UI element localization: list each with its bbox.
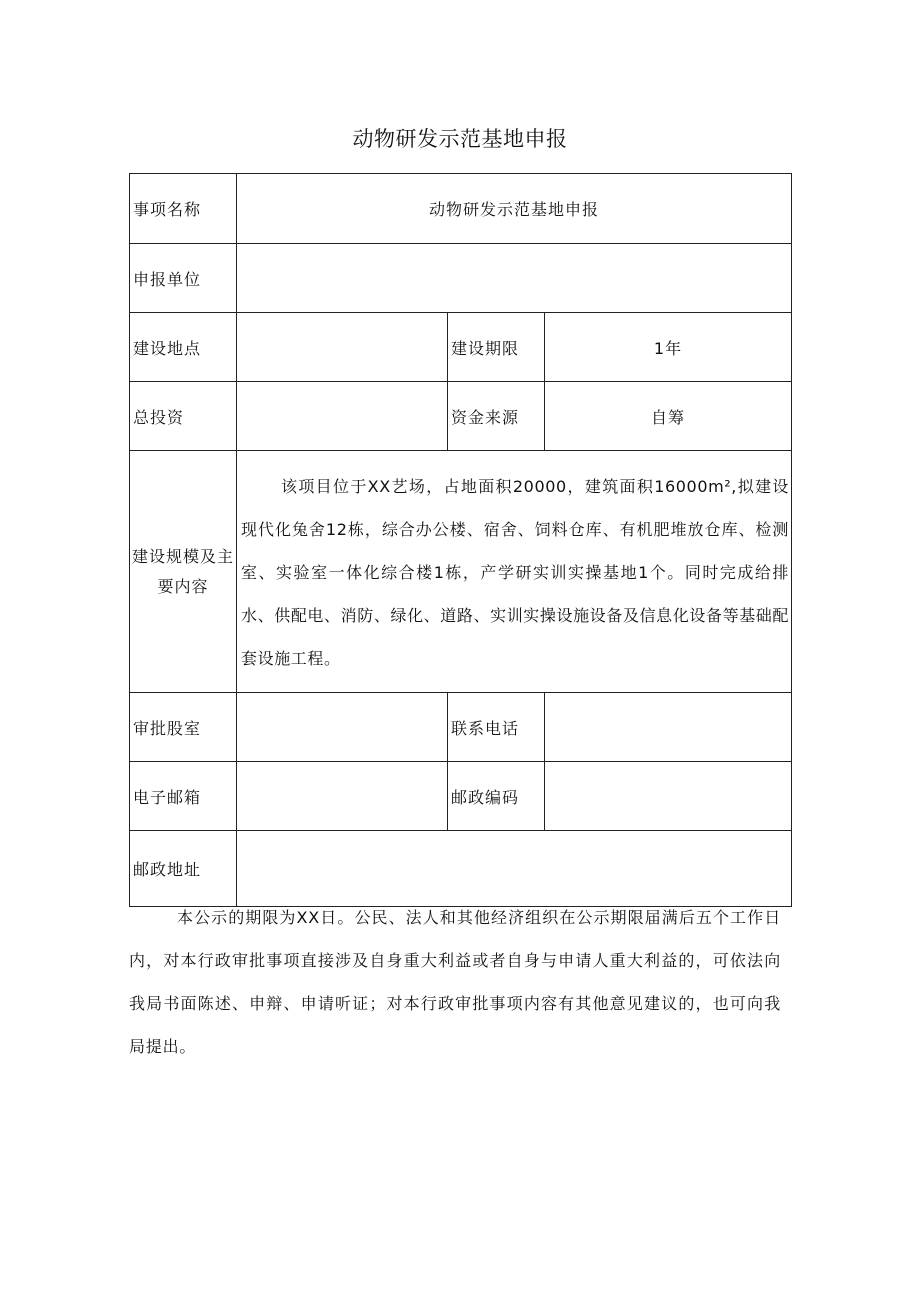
- postcode-label: 邮政编码: [448, 762, 545, 831]
- scale-content-text: 该项目位于XX艺场，占地面积20000，建筑面积16000m²,拟建设现代化兔舍12栋，综合办公楼、宿舍、饲料仓库、有机肥堆放仓库、检测室、实验室一体化综合楼1栋，产学研实训实操基地1个。同时完成给排水、供配电、消防、绿化、道路、实训实操设施设备及信息化设备等基础配套设施工程。: [241, 477, 790, 668]
- table-row: [130, 762, 792, 831]
- application-form-table: [129, 173, 792, 907]
- location-value: [237, 313, 448, 382]
- table-row: [130, 313, 792, 382]
- phone-label: 联系电话: [448, 693, 545, 762]
- item-name-value: 动物研发示范基地申报: [237, 174, 792, 244]
- notice-paragraph: 本公示的期限为XX日。公民、法人和其他经济组织在公示期限届满后五个工作日内，对本行政审批事项直接涉及自身重大利益或者自身与申请人重大利益的，可依法向我局书面陈述、申辩、申请听证；对本行政审批事项内容有其他意见建议的，也可向我局提出。: [129, 908, 781, 1056]
- postcode-value: [545, 762, 792, 831]
- page-title: 动物研发示范基地申报: [352, 127, 568, 151]
- email-label: 电子邮箱: [130, 762, 237, 831]
- approval-office-label: 审批股室: [130, 693, 237, 762]
- applicant-label: 申报单位: [130, 244, 237, 313]
- table-row: [130, 244, 792, 313]
- table-row: [130, 451, 792, 693]
- item-name-label: 事项名称: [130, 174, 237, 244]
- period-value: 1年: [545, 313, 792, 382]
- investment-label: 总投资: [130, 382, 237, 451]
- scale-label: 建设规模及主要内容: [130, 451, 237, 693]
- period-label: 建设期限: [448, 313, 545, 382]
- table-row: [130, 382, 792, 451]
- email-value: [237, 762, 448, 831]
- scale-content: [237, 451, 792, 693]
- address-label: 邮政地址: [130, 831, 237, 907]
- fund-source-value: 自筹: [545, 382, 792, 451]
- approval-office-value: [237, 693, 448, 762]
- fund-source-label: 资金来源: [448, 382, 545, 451]
- location-label: 建设地点: [130, 313, 237, 382]
- phone-value: [545, 693, 792, 762]
- table-row: [130, 174, 792, 244]
- applicant-value: [237, 244, 792, 313]
- investment-value: [237, 382, 448, 451]
- table-row: [130, 693, 792, 762]
